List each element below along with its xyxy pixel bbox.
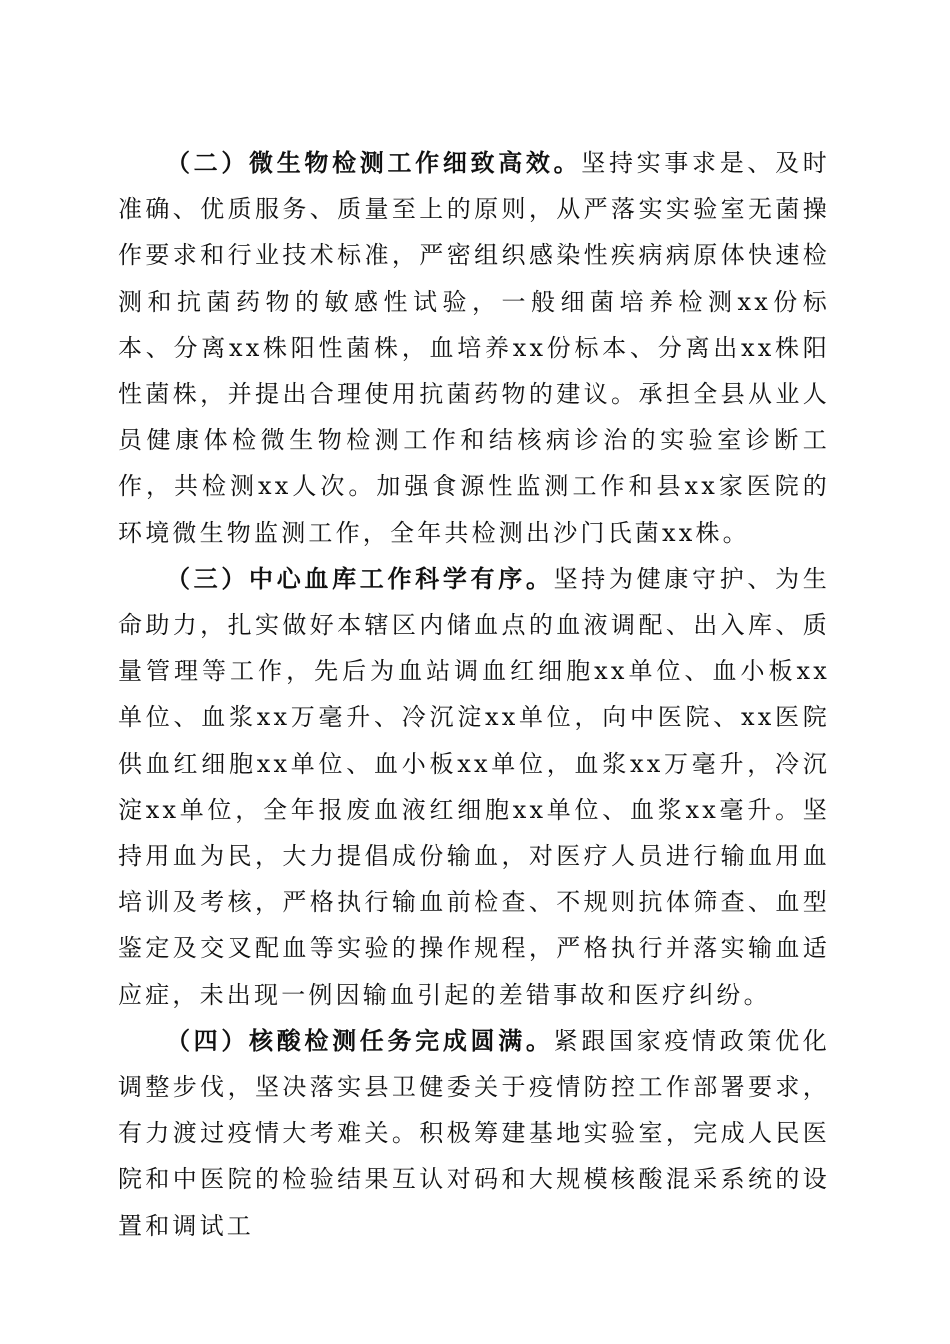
section-heading: （三）中心血库工作科学有序。 xyxy=(166,563,554,593)
paragraph-microbiology xyxy=(118,140,830,556)
section-heading: （四）核酸检测任务完成圆满。 xyxy=(166,1025,554,1055)
section-body: 紧跟国家疫情政策优化调整步伐，坚决落实县卫健委关于疫情防控工作部署要求，有力渡过疫情大考难关。积极筹建基地实验室，完成人民医院和中医院的检验结果互认对码和大规模核酸混采系统的设置和调试工 xyxy=(118,1026,830,1240)
section-body: 坚持为健康守护、为生命助力，扎实做好本辖区内储血点的血液调配、出入库、质量管理等工作，先后为血站调血红细胞xx单位、血小板xx单位、血浆xx万毫升、冷沉淀xx单位，向中医院、xx医院供血红细胞xx单位、血小板xx单位，血浆xx万毫升，冷沉淀xx单位，全年报废血液红细胞xx单位、血浆xx毫升。坚持用血为民，大力提倡成份输血，对医疗人员进行输血用血培训及考核，严格执行输血前检查、不规则抗体筛查、血型鉴定及交叉配血等实验的操作规程，严格执行并落实输血适应症，未出现一例因输血引起的差错事故和医疗纠纷。 xyxy=(118,564,830,1009)
section-body: 坚持实事求是、及时准确、优质服务、质量至上的原则，从严落实实验室无菌操作要求和行业技术标准，严密组织感染性疾病病原体快速检测和抗菌药物的敏感性试验，一般细菌培养检测xx份标本、分离xx株阳性菌株，血培养xx份标本、分离出xx株阳性菌株，并提出合理使用抗菌药物的建议。承担全县从业人员健康体检微生物检测工作和结核病诊治的实验室诊断工作，共检测xx人次。加强食源性监测工作和县xx家医院的环境微生物监测工作，全年共检测出沙门氏菌xx株。 xyxy=(118,149,830,547)
document-page xyxy=(118,140,830,1249)
paragraph-nucleic-acid xyxy=(118,1018,830,1249)
section-heading: （二）微生物检测工作细致高效。 xyxy=(166,148,582,177)
paragraph-blood-bank xyxy=(118,556,830,1018)
